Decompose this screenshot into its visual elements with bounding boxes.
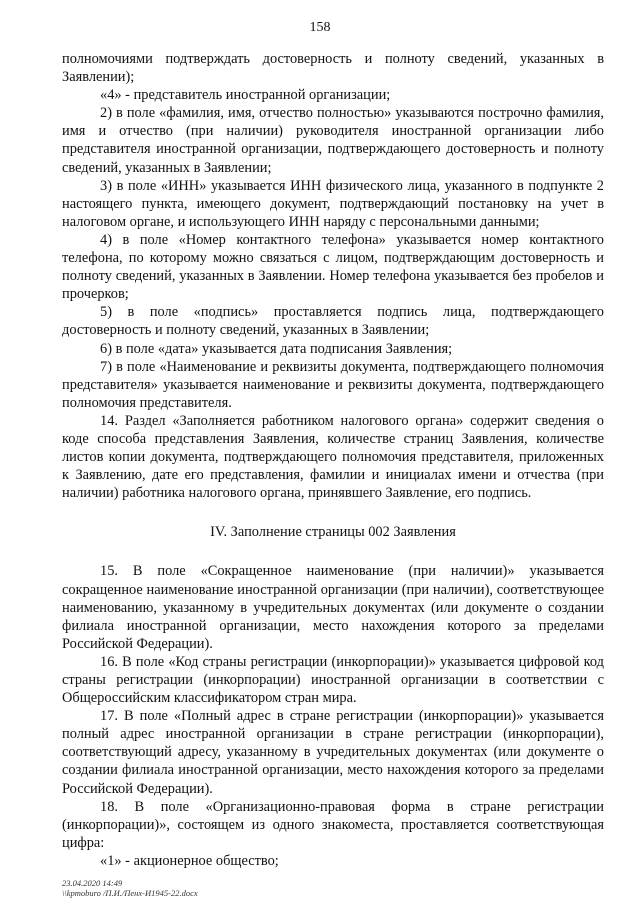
paragraph: 6) в поле «дата» указывается дата подписания Заявления; — [100, 340, 453, 357]
paragraph: «4» - представитель иностранной организации; — [100, 87, 391, 104]
footer-path: \\kpmoburo /П.И./Пенх-И1945-22.docx — [62, 888, 198, 898]
file-footer — [62, 878, 198, 898]
paragraph: 16. В поле «Код страны регистрации (инкорпорации)» указывается цифровой код страны регистрации (инкорпорации) иностранной организации в соответствии с Общероссийским классификатором стран мира. — [62, 653, 604, 707]
paragraph: 3) в поле «ИНН» указывается ИНН физического лица, указанного в подпункте 2 настоящего пункта, имеющего документ, подтверждающий постановку на учет в налоговом органе, и использующего ИНН наряду с персональными данными; — [62, 177, 604, 230]
paragraph: 2) в поле «фамилия, имя, отчество полностью» указываются построчно фамилия, имя и отчество (при наличии) руководителя иностранной организации либо представителя иностранной организации, подтверждающего достоверность и полноту сведений, указанных в Заявлении; — [62, 105, 604, 176]
paragraph: 15. В поле «Сокращенное наименование (при наличии)» указывается сокращенное наименование иностранной организации (при наличии), соответствующее наименованию, указанному в учредительных документах (или документе о создании филиала иностранной организации, место нахождения которого за пределами Российской Федерации). — [62, 563, 604, 652]
page-number: 158 — [309, 20, 331, 35]
paragraph: 17. В поле «Полный адрес в стране регистрации (инкорпорации)» указывается полный адрес иностранной организации в стране регистрации (инкорпорации), соответствующий адресу, указанному в учредительных документах (или документе о создании филиала иностранной организации, место нахождения которого за пределами Российской Федерации). — [62, 708, 604, 797]
paragraph: 14. Раздел «Заполняется работником налогового органа» содержит сведения о коде способа представления Заявления, количестве страниц Заявления, количестве листов копии документа, подтверждающего полномочия представителя, приложенных к Заявлению, дате его представления, фамилии и инициалах имени и отчества (при наличии) работника налогового органа, принявшего Заявление, его подпись. — [62, 412, 604, 502]
section-title: IV. Заполнение страницы 002 Заявления — [210, 524, 456, 541]
footer-date: 23.04.2020 14:49 — [62, 878, 123, 888]
paragraph: 7) в поле «Наименование и реквизиты документа, подтверждающего полномочия представителя» указывается наименование и реквизиты документа, подтверждающего полномочия представителя. — [62, 358, 604, 411]
document-body — [62, 50, 604, 870]
paragraph: полномочиями подтверждать достоверность и полноту сведений, указанных в Заявлении); — [62, 51, 604, 86]
paragraph: «1» - акционерное общество; — [100, 852, 279, 869]
paragraph: 5) в поле «подпись» проставляется подпись лица, подтверждающего достоверность и полноту сведений, указанных в Заявлении; — [62, 304, 604, 339]
paragraph: 4) в поле «Номер контактного телефона» указывается номер контактного телефона, по которому можно связаться с лицом, подтверждающим достоверность и полноту сведений, указанных в Заявлении. Номер телефона указывается без пробелов и прочерков; — [62, 231, 604, 303]
paragraph: 18. В поле «Организационно-правовая форма в стране регистрации (инкорпорации)», состоящем из одного знакоместа, проставляется соответствующая цифра: — [62, 798, 604, 851]
